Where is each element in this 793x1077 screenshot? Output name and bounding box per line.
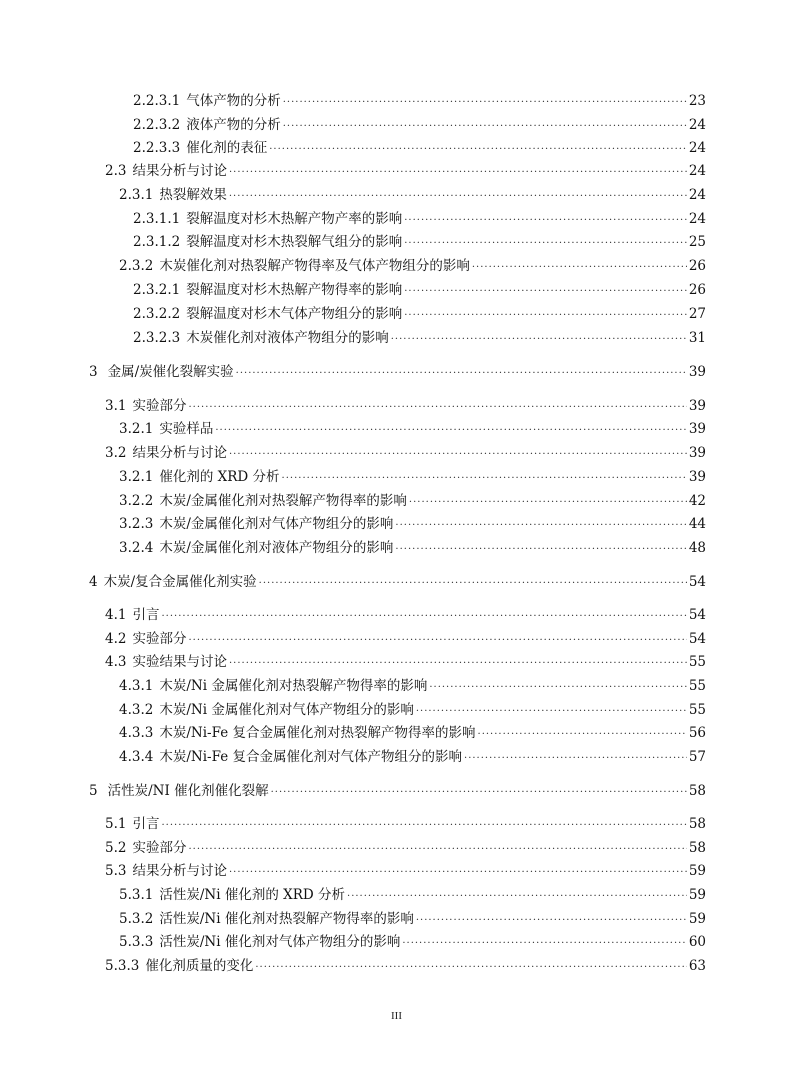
toc-entry-number: 2.2.3.3: [133, 140, 181, 156]
toc-entry-page: 59: [688, 911, 706, 927]
toc-entry[interactable]: [119, 910, 706, 930]
dot-leader: [161, 608, 686, 626]
toc-entry-page: 24: [688, 117, 706, 133]
toc-entry-page: 58: [688, 816, 706, 832]
dot-leader: [395, 517, 686, 535]
dot-leader: [255, 959, 686, 977]
toc-entry-number: 2.3.1: [119, 187, 154, 203]
toc-entry-title: 木炭/Ni-Fe 复合金属催化剂对气体产物组分的影响: [159, 749, 463, 765]
toc-entry-title: 引言: [132, 607, 160, 623]
toc-entry-title: 实验部分: [132, 840, 187, 856]
toc-entry-number: 5.1: [105, 816, 127, 832]
toc-entry[interactable]: [119, 539, 706, 559]
toc-entry-title: 气体产物的分析: [186, 93, 281, 109]
toc-entry-title: 木炭/Ni 金属催化剂对气体产物组分的影响: [159, 702, 414, 718]
toc-entry[interactable]: [105, 606, 706, 626]
toc-entry-title: 活性炭/NI 催化剂催化裂解: [107, 783, 269, 799]
dot-leader: [271, 784, 687, 802]
toc-entry-number: 4.3.1: [119, 678, 154, 694]
dot-leader: [416, 703, 687, 721]
toc-entry[interactable]: [133, 139, 706, 159]
toc-entry-title: 活性炭/Ni 催化剂对气体产物组分的影响: [159, 934, 401, 950]
toc-entry-page: 23: [688, 93, 706, 109]
toc-entry-page: 58: [688, 840, 706, 856]
dot-leader: [188, 399, 686, 417]
toc-entry-page: 26: [688, 258, 706, 274]
dot-leader: [464, 750, 687, 768]
toc-chapter-entry[interactable]: [89, 573, 706, 593]
toc-entry-title: 木炭催化剂对热裂解产物得率及气体产物组分的影响: [159, 258, 470, 274]
dot-leader: [391, 331, 687, 349]
toc-entry-number: 3.2.1: [119, 421, 154, 437]
toc-entry-page: 54: [688, 607, 706, 623]
toc-entry-title: 木炭/Ni 金属催化剂对热裂解产物得率的影响: [159, 678, 428, 694]
page-number: III: [391, 1010, 402, 1022]
toc-entry-title: 催化剂质量的变化: [145, 958, 254, 974]
dot-leader: [269, 141, 687, 159]
toc-entry[interactable]: [119, 420, 706, 440]
toc-entry-number: 3.1: [105, 398, 127, 414]
toc-entry[interactable]: [133, 329, 706, 349]
toc-entry-number: 4.3.4: [119, 749, 154, 765]
dot-leader: [404, 307, 687, 325]
toc-entry[interactable]: [119, 257, 706, 277]
toc-entry[interactable]: [105, 815, 706, 835]
toc-entry[interactable]: [105, 630, 706, 650]
toc-entry-page: 31: [688, 330, 706, 346]
toc-entry-number: 5.3.1: [119, 887, 154, 903]
toc-chapter-entry[interactable]: [89, 782, 706, 802]
toc-entry-number: 4.3: [105, 654, 127, 670]
toc-entry-title: 热裂解效果: [159, 187, 227, 203]
toc-entry[interactable]: [119, 468, 706, 488]
toc-entry-number: 2.2.3.1: [133, 93, 181, 109]
toc-entry-page: 59: [688, 863, 706, 879]
toc-entry-number: 2.3.2.3: [133, 330, 181, 346]
toc-entry[interactable]: [119, 724, 706, 744]
dot-leader: [229, 446, 687, 464]
toc-entry[interactable]: [133, 305, 706, 325]
dot-leader: [404, 283, 687, 301]
toc-chapter-entry[interactable]: [89, 363, 706, 383]
toc-entry-page: 42: [688, 493, 706, 509]
toc-entry-number: 4.3.3: [119, 725, 154, 741]
toc-entry[interactable]: [133, 92, 706, 112]
toc-entry-page: 44: [688, 516, 706, 532]
toc-entry-title: 活性炭/Ni 催化剂对热裂解产物得率的影响: [159, 911, 414, 927]
toc-entry-page: 55: [688, 702, 706, 718]
dot-leader: [404, 212, 687, 230]
toc-entry-title: 催化剂的 XRD 分析: [159, 469, 280, 485]
toc-entry[interactable]: [105, 839, 706, 859]
toc-entry[interactable]: [119, 677, 706, 697]
dot-leader: [229, 188, 687, 206]
toc-entry[interactable]: [133, 281, 706, 301]
toc-entry-page: 39: [688, 445, 706, 461]
toc-entry-title: 裂解温度对杉木热解产物产率的影响: [186, 211, 403, 227]
toc-entry[interactable]: [119, 515, 706, 535]
dot-leader: [409, 494, 687, 512]
toc-entry-page: 58: [688, 783, 706, 799]
dot-leader: [188, 841, 686, 859]
toc-entry-number: 2.3.2.1: [133, 282, 181, 298]
toc-entry-page: 39: [688, 469, 706, 485]
dot-leader: [395, 541, 686, 559]
toc-entry-title: 木炭/Ni-Fe 复合金属催化剂对热裂解产物得率的影响: [159, 725, 476, 741]
toc-entry[interactable]: [119, 886, 706, 906]
toc-entry[interactable]: [105, 397, 706, 417]
toc-entry-number: 3.2.4: [119, 540, 154, 556]
toc-entry-title: 实验结果与讨论: [132, 654, 227, 670]
toc-entry-page: 25: [688, 234, 706, 250]
dot-leader: [229, 655, 687, 673]
toc-entry-page: 57: [688, 749, 706, 765]
dot-leader: [472, 259, 687, 277]
toc-entry-title: 实验部分: [132, 398, 187, 414]
toc-entry[interactable]: [119, 748, 706, 768]
toc-entry-page: 54: [688, 574, 706, 590]
dot-leader: [259, 575, 687, 593]
toc-entry-number: 3.2.1: [119, 469, 154, 485]
dot-leader: [283, 94, 687, 112]
toc-entry-page: 39: [688, 364, 706, 380]
toc-entry-page: 55: [688, 654, 706, 670]
toc-entry-number: 3.2.3: [119, 516, 154, 532]
toc-entry[interactable]: [133, 210, 706, 230]
toc-entry-title: 木炭/金属催化剂对液体产物组分的影响: [159, 540, 394, 556]
toc-entry-title: 裂解温度对杉木气体产物组分的影响: [186, 306, 403, 322]
toc-entry-page: 39: [688, 398, 706, 414]
toc-entry-number: 2.3.2: [119, 258, 154, 274]
dot-leader: [282, 470, 687, 488]
toc-entry-number: 3.2.2: [119, 493, 154, 509]
toc-entry-page: 24: [688, 140, 706, 156]
toc-entry-title: 活性炭/Ni 催化剂的 XRD 分析: [159, 887, 346, 903]
toc-entry-number: 4.1: [105, 607, 127, 623]
toc-entry-page: 24: [688, 187, 706, 203]
dot-leader: [161, 817, 686, 835]
toc-entry-page: 56: [688, 725, 706, 741]
toc-entry-title: 结果分析与讨论: [132, 163, 227, 179]
dot-leader: [188, 632, 686, 650]
toc-entry-number: 5.2: [105, 840, 127, 856]
toc-entry-number: 4.3.2: [119, 702, 154, 718]
toc-entry-page: 39: [688, 421, 706, 437]
toc-entry-title: 裂解温度对杉木热解产物得率的影响: [186, 282, 403, 298]
toc-entry-title: 实验样品: [159, 421, 214, 437]
toc-entry-page: 27: [688, 306, 706, 322]
toc-entry-page: 24: [688, 211, 706, 227]
dot-leader: [404, 235, 687, 253]
toc-entry-number: 4.2: [105, 631, 127, 647]
toc-entry[interactable]: [105, 862, 706, 882]
toc-entry-number: 2.3: [105, 163, 127, 179]
toc-entry-title: 液体产物的分析: [186, 117, 281, 133]
toc-entry-page: 48: [688, 540, 706, 556]
toc-entry[interactable]: [119, 701, 706, 721]
dot-leader: [229, 864, 687, 882]
toc-entry-page: 63: [688, 958, 706, 974]
toc-entry-number: 2.3.1.2: [133, 234, 181, 250]
toc-entry-page: 54: [688, 631, 706, 647]
dot-leader: [229, 164, 687, 182]
toc-entry-page: 24: [688, 163, 706, 179]
toc-entry-title: 实验部分: [132, 631, 187, 647]
toc-entry-title: 催化剂的表征: [186, 140, 268, 156]
toc-entry-number: 4: [89, 574, 98, 590]
dot-leader: [416, 912, 687, 930]
dot-leader: [236, 365, 687, 383]
toc-entry-number: 5.3: [105, 863, 127, 879]
toc-entry[interactable]: [133, 233, 706, 253]
toc-entry-title: 裂解温度对杉木热裂解气组分的影响: [186, 234, 403, 250]
toc-entry[interactable]: [105, 162, 706, 182]
toc-entry-page: 59: [688, 887, 706, 903]
toc-entry-number: 5.3.3: [119, 934, 154, 950]
dot-leader: [402, 935, 686, 953]
dot-leader: [215, 422, 686, 440]
toc-entry-number: 3: [89, 364, 98, 380]
toc-entry-title: 木炭催化剂对液体产物组分的影响: [186, 330, 389, 346]
toc-entry-page: 60: [688, 934, 706, 950]
toc-entry-title: 木炭/金属催化剂对气体产物组分的影响: [159, 516, 394, 532]
toc-entry-number: 5.3.2: [119, 911, 154, 927]
toc-entry-number: 3.2: [105, 445, 127, 461]
toc-entry[interactable]: [105, 653, 706, 673]
toc-entry-title: 引言: [132, 816, 160, 832]
toc-entry-number: 2.3.1.1: [133, 211, 181, 227]
dot-leader: [429, 679, 686, 697]
toc-entry-page: 55: [688, 678, 706, 694]
toc-entry-number: 5: [89, 783, 98, 799]
toc-entry[interactable]: [119, 186, 706, 206]
dot-leader: [347, 888, 687, 906]
toc-entry-title: 结果分析与讨论: [132, 445, 227, 461]
toc-entry-page: 26: [688, 282, 706, 298]
toc-entry-title: 木炭/金属催化剂对热裂解产物得率的影响: [159, 493, 407, 509]
toc-entry-title: 结果分析与讨论: [132, 863, 227, 879]
dot-leader: [283, 118, 687, 136]
toc-entry-number: 2.2.3.2: [133, 117, 181, 133]
toc-entry[interactable]: [105, 444, 706, 464]
dot-leader: [478, 726, 687, 744]
toc-entry-title: 木炭/复合金属催化剂实验: [103, 574, 257, 590]
toc-entry[interactable]: [133, 116, 706, 136]
toc-entry[interactable]: [119, 492, 706, 512]
toc-entry-title: 金属/炭催化裂解实验: [107, 364, 234, 380]
toc-entry-number: 2.3.2.2: [133, 306, 181, 322]
toc-entry-number: 5.3.3: [105, 958, 140, 974]
toc-entry[interactable]: [105, 957, 706, 977]
toc-entry[interactable]: [119, 933, 706, 953]
